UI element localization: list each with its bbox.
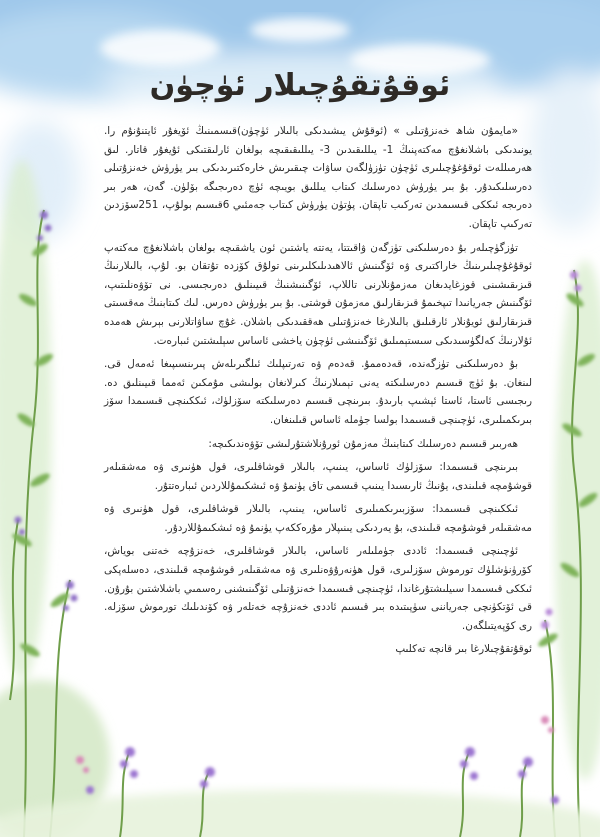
page-title: ئوقۇتقۇچىلار ئۈچۈن (149, 68, 451, 103)
paragraph: ئۈچىنچى قىسىمدا: ئاددى جۈملىلەر ئاساس، بالىلار قوشاقلىرى، خەنزۇچە خەتنى بوياش، كۆرۈنۈشلۈك تورموش سۆزلىرى، قول ھۈنەرۇۋەنلىرى ۋە مەشقىلەر قوشۇمچە قىلىندى، دەسلەپكى ئىككى قىسىمدا سىيلىشتۇرغاندا، ئۈچىنچى قىسىمدا خەنزۇتىلى ئۆگىنىشنى رەسمىي باشلاشتىن بۇرۇن. قى ئۆتكۈنچى جەرياننى سۈپىتىدە بىر قىسىم ئاددى خەنزۇچە خەتلەر ۋە كۆندىلىك تورموش سۆزلە. رى كۆپەيتىلگەن. (104, 545, 532, 632)
paragraph: بۇ دەرسلىكنى تۈزگەندە، قەدەممۇ. قەدەم ۋە تەرتىپلىك ئىلگىرىلەش پىرىنسىپىغا ئەمەل قى. لىنغان. بۇ ئۈچ قىسىم دەرسلىكتە يەنى تېمىلارنىڭ كىرلانغان بولىشى مۇمكىن ئەمما قىيىنلىق دە. رىجىسى ئاستا، ئاستا ئېشىپ بارىدۇ. بىرىنچى قىسىم دەرسلىكتە سۆزلۈك، ئىككىنچى قىسىمدا سۆز بىرىكمىلىرى، ئۈچىنچى قىسىمدا بولسا جۈملە ئاساس قىلىنغان. (104, 358, 532, 426)
paragraph: بىرىنچى قىسىمدا: سۆزلۈك ئاساس، يىنىپ، بالىلار قوشاقلىرى، قول ھۈنىرى ۋە مەشقىلەر قوشۇمچە قىلىندى، يۇنىڭ ئارىسىدا يىنىپ قىسمى تاق يۈنمۇ ۋە ئىشكىمۇللاردىن ئىبارەتتۇر. (104, 461, 532, 492)
paragraph: تۈزگۈچىلەر بۇ دەرسلىكنى تۈزگەن ۋاقىتتا، يەتتە ياشتىن ئون ياشقىچە بولغان باشلانغۇچ مەكتەپ ئوقۇغۇچىلىرىنىڭ خاراكتىرى ۋە ئۆگىنىش ئالاھىدىلىكلىرىنى تولۇق كۆزدە تۇتقان بو. لۇپ، بالىلارنىڭ قىزىقىشىنى قوزغايدىغان مەزمۇنلارنى تاللاپ، ئۆگىنىشنىڭ قىيىنلىق دەرىجىسى. نى تۆۋەنلىتىپ، ئۆگىنىش جەريانىدا تىپخىمۇ قىزىقارلىق مەزمۇن قوشتى. بۇ بىر يۈرۈش دەرس. لىك كىتابنىڭ مەقسىتى قىزىقارلىق ئويۇنلار ئارقىلىق بالىلارغا خەنزۇتىلى ھەققىدىكى باشلان. غۇچ ساۋاتلارنى بېرىش ھەمدە ئۇلارنىڭ كەلگۈسىدىكى سىستېمىلىق ئۆگىنىشى ئۈچۈن ياخشى ئاساس سېلىشتىن ئىبارەت. (104, 241, 532, 347)
paragraph: ھەربىر قىسىم دەرسلىك كىتابنىڭ مەزمۇن ئورۇنلاشتۇرلىشى تۆۋەندىكىچە: (208, 437, 518, 450)
paragraph: ئىككىنچى قىسىمدا: سۆزبىرىكمىلىرى ئاساس، يىنىپ، بالىلار قوشاقلىرى، قول ھۈنىرى ۋە مەشقىلەر قوشۇمچە قىلىندى، بۇ يەردىكى يىنىپلار مۇرەككەپ يۈنمۇ ۋە ئىشكىمۇللاردۇر. (104, 503, 532, 534)
closing-line: ئوقۇتقۇچىلارغا بىر قانچە تەكلىپ (395, 643, 532, 656)
body-text (104, 122, 532, 664)
paragraph: «مايمۇن شاھ خەنزۇتىلى » (ئوقۇش يىشىدىكى بالىلار ئۈچۈن)قىسمىنىڭ ئۆيغۇر ئايتنۇنۇم را. يونىدىكى باشلانغۇچ مەكتەپنىڭ 1- يىللىقىدىن 3- يىللىقىقىچە بولغان ئارلىقتىكى ئۇيغۇر قاتار. لىق ھەرمىللەت ئوقۇغۇچىلىرى ئۈچۈن تۈزۈلگەن ساۋات چىقىرىش خارەكتىرىدىكى بىر يۈرۈش خەنزۇتىلى دەرسلىكىدۇر. بۇ بىر يۈرۈش دەرسلىك كىتاب يىللىق بويىچە ئۈچ دەرىجىگە بۆلۈن. گەن، ھەر بىر دەرىجە ئىككى قىسىمدىن تەركىب تاپقان. پۈتۈن يۈرۈش كىتاب جەمئىي 6قىسىم بولۇپ، 251سۆزدىن تەركىپ تاپقان. (104, 125, 533, 230)
